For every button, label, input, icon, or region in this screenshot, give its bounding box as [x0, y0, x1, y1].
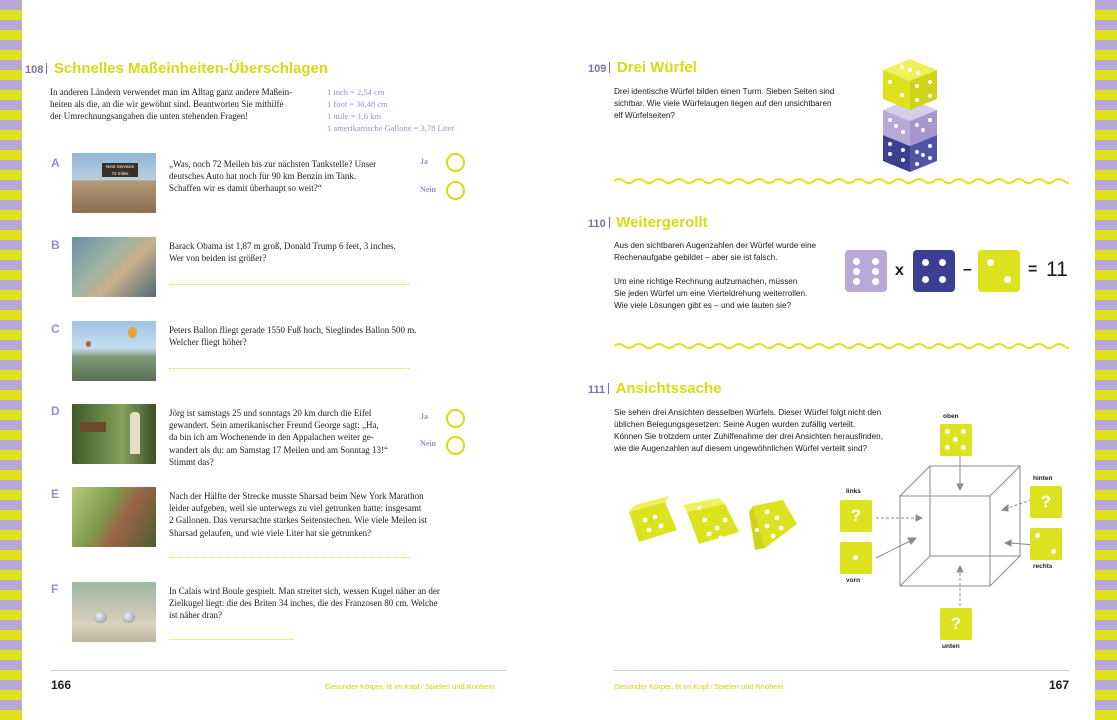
question-line: Jörg ist samstags 25 und sonntags 20 km durch die Eifel — [169, 408, 372, 418]
page-number: 167 — [1049, 678, 1070, 692]
question-letter: B — [51, 238, 60, 252]
question-text — [169, 407, 429, 468]
boule-balls-photo — [72, 582, 156, 642]
question-line: 2 Gallonen. Das verursachte starkes Seitenstechen. Wie viele Meilen ist — [169, 515, 428, 526]
road-sign-line: Next Services — [106, 164, 134, 169]
question-text — [169, 324, 449, 348]
question-mark: ? — [850, 506, 862, 525]
yes-answer-circle[interactable] — [446, 409, 465, 428]
label-left: links — [846, 488, 861, 495]
question-b — [22, 237, 552, 299]
text-line: Drei identische Würfel bilden einen Turm. Sieben Seiten sind — [614, 87, 835, 96]
question-line: Stimmt das? — [169, 456, 214, 467]
question-line: wandert als du: am Samstag 17 Meilen und am Sonntag 13!“ — [169, 444, 388, 455]
puzzle-110-header — [588, 214, 708, 232]
view-back-face — [1030, 486, 1062, 518]
no-answer-circle[interactable] — [446, 436, 465, 455]
question-line: Zielkugel liegt: die des Briten 34 inches, die des Franzosen 80 cm. Welche — [169, 598, 438, 609]
hot-air-balloons-photo — [72, 321, 156, 381]
question-line: Schaffen wir es damit überhaupt so weit?“ — [169, 183, 322, 194]
question-line: deutsches Auto hat noch für 90 km Benzin im Tank. — [169, 171, 357, 182]
view-front-face — [840, 542, 872, 574]
three-cube-views — [625, 490, 805, 560]
equals-sign: = — [1028, 261, 1038, 278]
wavy-divider — [614, 341, 1069, 351]
answer-line[interactable] — [169, 284, 409, 285]
conversion-line: 1 inch = 2,54 cm — [327, 87, 385, 97]
question-line: Nach der Hälfte der Strecke musste Sharsad beim New York Marathon — [169, 491, 424, 501]
no-answer-circle[interactable] — [446, 181, 465, 200]
question-line: gewandert. Sein amerikanischer Freund George sagt: „Ha, — [169, 420, 379, 431]
wavy-divider — [614, 176, 1069, 186]
road-sign-line: 72 miles — [111, 171, 129, 176]
question-line: „Was, noch 72 Meilen bis zur nächsten Tankstelle? Unser — [169, 159, 377, 169]
label-top: oben — [943, 413, 959, 420]
puzzle-title: Weitergerollt — [616, 214, 708, 231]
no-label: Nein — [420, 439, 436, 448]
intro-text — [50, 86, 320, 123]
puzzle-number: 108 — [25, 64, 47, 76]
question-line: Welcher fliegt höher? — [169, 337, 247, 348]
question-letter: D — [51, 404, 60, 418]
text-line: Rechenaufgabe gebildet – aber sie ist falsch. — [614, 253, 778, 262]
yes-label: Ja — [420, 412, 428, 421]
puzzle-109-text — [614, 86, 864, 122]
left-page — [22, 0, 552, 720]
question-mark: ? — [950, 614, 962, 633]
puzzle-number: 109 — [588, 63, 610, 75]
answer-line[interactable] — [169, 557, 409, 558]
conversion-table — [327, 86, 527, 134]
puzzle-title: Drei Würfel — [616, 59, 697, 76]
label-back: hinten — [1033, 475, 1053, 482]
label-bottom: unten — [942, 643, 960, 650]
question-letter: A — [51, 156, 60, 170]
puzzle-109-header — [588, 59, 697, 77]
text-line: wie die Augenzahlen auf diesem ungewöhnlichen Würfel verteilt sind? — [614, 444, 868, 453]
puzzle-110-text — [614, 240, 864, 312]
die-four — [913, 250, 955, 292]
footer-running-title: Gesunder Körper, fit im Kopf ∕ Spielen und Knobeln — [614, 682, 784, 691]
text-line: Sie jeden Würfel um eine Vierteldrehung weiterrollen. — [614, 289, 808, 298]
multiply-sign: x — [895, 262, 904, 279]
question-c — [22, 321, 552, 383]
question-line: Wer von beiden ist größer? — [169, 253, 267, 264]
footer-running-title: Gesunder Körper, fit im Kopf ∕ Spielen und Knobeln — [325, 682, 495, 691]
question-text — [169, 490, 459, 539]
text-line: üblichen Belegungsgesetzen: Seine Augen wurden zufällig verteilt. — [614, 420, 856, 429]
puzzle-title: Schnelles Maßeinheiten-Überschlagen — [53, 60, 329, 77]
question-text — [169, 158, 424, 195]
text-line: Wie viele Lösungen gibt es – und wie lauten sie? — [614, 301, 792, 310]
footer-rule — [614, 670, 1069, 671]
cube-views-diagram — [840, 408, 1080, 653]
dice-tower-illustration — [875, 40, 945, 175]
question-text — [169, 240, 424, 264]
question-text — [169, 585, 479, 622]
question-letter: F — [51, 582, 59, 596]
question-line: Barack Obama ist 1,87 m groß, Donald Trump 6 feet, 3 inches. — [169, 241, 396, 251]
view-right-face — [1030, 528, 1062, 560]
right-edge-stripe — [1095, 0, 1117, 720]
question-f — [22, 582, 552, 644]
conversion-line: 1 mile = 1,6 km — [327, 111, 382, 121]
question-mark: ? — [1040, 492, 1052, 511]
bobblehead-figures-photo — [72, 237, 156, 297]
puzzle-108-header — [25, 60, 328, 78]
view-bottom-face — [940, 608, 972, 640]
puzzle-number: 110 — [588, 218, 610, 230]
view-top-face — [940, 424, 972, 456]
view-left-face — [840, 500, 872, 532]
desert-road-photo — [72, 153, 156, 213]
puzzle-111-header — [588, 380, 721, 398]
question-line: da bin ich am Wochenende in den Appalachen weiter ge- — [169, 432, 374, 443]
text-line: Um eine richtige Rechnung aufzumachen, müssen — [614, 277, 798, 286]
intro-line: In anderen Ländern verwendet man im Alltag ganz andere Maßein- — [50, 87, 293, 97]
equation-result: 11 — [1046, 258, 1068, 281]
dice-equation — [845, 250, 1075, 294]
question-line: Peters Ballon fliegt gerade 1550 Fuß hoch, Sieglindes Ballon 500 m. — [169, 325, 417, 335]
text-line: Aus den sichtbaren Augenzahlen der Würfel wurde eine — [614, 241, 817, 250]
text-line: elf Würfelseiten? — [614, 111, 675, 120]
label-right: rechts — [1033, 563, 1053, 570]
text-line: Können Sie trotzdem unter Zuhilfenahme der drei Ansichten herausfinden, — [614, 432, 883, 441]
question-line: ist näher dran? — [169, 610, 222, 621]
minus-sign: – — [963, 261, 972, 278]
puzzle-title: Ansichtssache — [615, 380, 722, 397]
question-letter: C — [51, 322, 60, 336]
hiker-trail-photo — [72, 404, 156, 464]
question-line: leider aufgeben, weil sie unterwegs zu viel getrunken hatte: insgesamt — [169, 503, 422, 514]
question-line: Sharsad gelaufen, und wie viele Liter hat sie getrunken? — [169, 527, 372, 538]
question-a — [22, 153, 552, 215]
question-e — [22, 487, 552, 559]
question-d — [22, 404, 552, 466]
question-letter: E — [51, 487, 60, 501]
right-page — [565, 0, 1095, 720]
answer-line[interactable] — [169, 639, 294, 640]
label-front: vorn — [846, 577, 861, 584]
marathon-runners-photo — [72, 487, 156, 547]
puzzle-number: 111 — [588, 384, 609, 396]
left-edge-stripe — [0, 0, 22, 720]
question-line: In Calais wird Boule gespielt. Man streitet sich, wessen Kugel näher an der — [169, 586, 440, 596]
yes-answer-circle[interactable] — [446, 153, 465, 172]
yes-label: Ja — [420, 157, 428, 166]
intro-line: der Umrechnungsangaben die unten stehenden Fragen! — [50, 111, 249, 122]
no-label: Nein — [420, 185, 436, 194]
page-number: 166 — [51, 678, 72, 692]
text-line: sichtbar. Wie viele Würfelaugen liegen auf den unsichtbaren — [614, 99, 832, 108]
die-six — [845, 250, 887, 292]
footer-rule — [51, 670, 506, 671]
conversion-line: 1 foot = 30,48 cm — [327, 99, 388, 109]
conversion-line: 1 amerikanische Gallone = 3,78 Liter — [327, 123, 455, 133]
road-sign — [102, 163, 138, 177]
die-two — [978, 250, 1020, 292]
answer-line[interactable] — [169, 368, 409, 369]
text-line: Sie sehen drei Ansichten desselben Würfels. Dieser Würfel folgt nicht den — [614, 408, 882, 417]
intro-line: heiten als die, an die wir gewöhnt sind. Beantworten Sie mithilfe — [50, 99, 284, 110]
